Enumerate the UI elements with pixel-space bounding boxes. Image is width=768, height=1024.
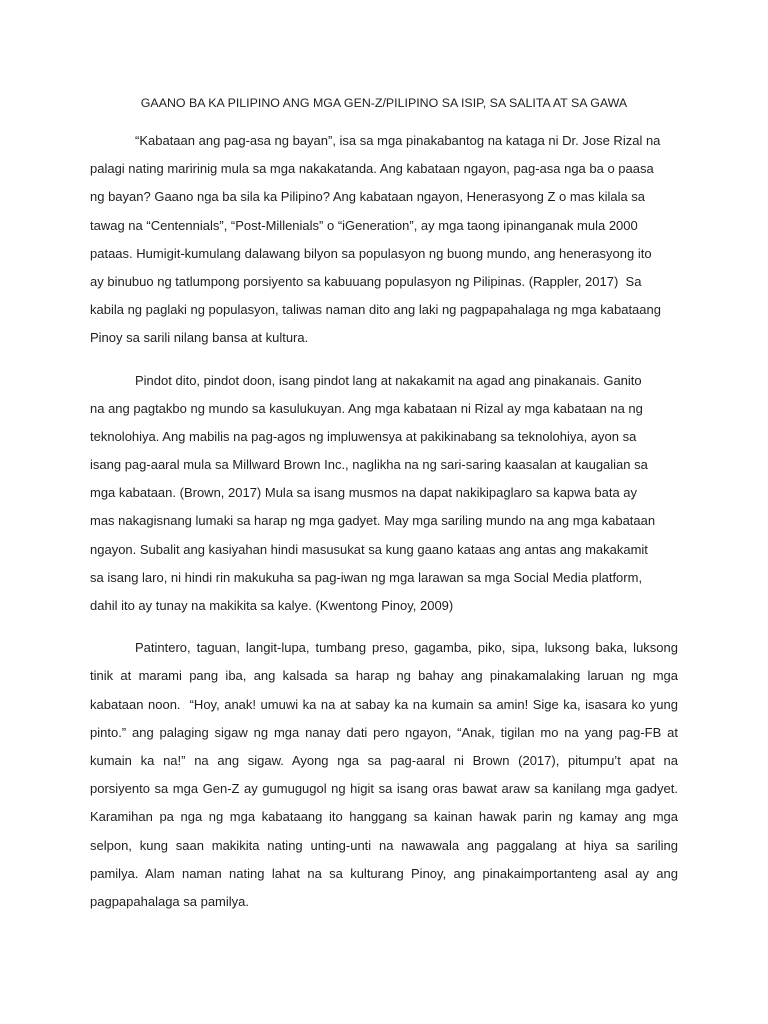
text-line — [90, 592, 678, 620]
text-line-content: ngayon. Subalit ang kasiyahan hindi masusukat sa kung gaano kataas ang antas ang makakamit — [90, 541, 648, 557]
text-line — [90, 367, 678, 395]
text-line — [90, 324, 678, 352]
text-line-content: mga kabataan. (Brown, 2017) Mula sa isang musmos na dapat nakikipaglaro sa kapwa bata ay — [90, 485, 638, 501]
text-line — [90, 395, 678, 423]
text-line-content: Pinoy sa sarili nilang bansa at kultura. — [90, 330, 309, 346]
text-line-content: na ang pagtakbo ng mundo sa kasulukuyan. Ang mga kabataan ni Rizal ay mga kabataan na ng — [90, 400, 643, 416]
paragraph-1 — [90, 127, 678, 353]
text-line-content: selpon, kung saan makikita nating unting-unti na nawawala ang paggalang at hiya sa sariling — [90, 837, 678, 853]
text-line-content: pataas. Humigit-kumulang dalawang bilyon sa populasyon ng buong mundo, ang henerasyong ito — [90, 245, 652, 261]
text-line-content: porsiyento sa mga Gen-Z ay gumugugol ng higit sa isang oras bawat araw sa kanilang mga gadyet. — [90, 781, 678, 797]
text-line — [90, 888, 678, 916]
text-line-content: sa isang laro, ni hindi rin makukuha sa pag-iwan ng mga larawan sa mga Social Media platform, — [90, 569, 643, 585]
text-line — [90, 155, 678, 183]
text-line — [90, 662, 678, 690]
text-line — [90, 536, 678, 564]
paragraph-3 — [90, 634, 678, 916]
text-line — [90, 296, 678, 324]
text-line-content: pinto.” ang palaging sigaw ng mga nanay dati pero ngayon, “Anak, tigilan mo na yang pag-FB at — [90, 724, 678, 740]
text-line-content: kabila ng paglaki ng populasyon, taliwas naman dito ang laki ng pagpapahalaga ng mga kabataang — [90, 302, 661, 318]
text-line — [90, 747, 678, 775]
text-line-content: kabataan noon. “Hoy, anak! umuwi ka na at sabay ka na kumain sa amin! Sige ka, isasara ko yung — [90, 696, 678, 712]
document-title — [90, 89, 678, 117]
text-line — [90, 268, 678, 296]
text-line — [90, 691, 678, 719]
text-line-content: tawag na “Centennials”, “Post-Millenials” o “iGeneration”, ay mga taong ipinanganak mula 2000 — [90, 217, 638, 233]
text-line — [90, 860, 678, 888]
text-line-content: palagi nating maririnig mula sa mga nakakatanda. Ang kabataan ngayon, pag-asa nga ba o paasa — [90, 161, 654, 177]
text-line-content: teknolohiya. Ang mabilis na pag-agos ng impluwensya at pakikinabang sa teknolohiya, ayon sa — [90, 428, 637, 444]
text-line-content: mas nakagisnang lumaki sa harap ng mga gadyet. May mga sariling mundo na ang mga kabataan — [90, 513, 656, 529]
text-line — [90, 564, 678, 592]
text-line-content: dahil ito ay tunay na makikita sa kalye. (Kwentong Pinoy, 2009) — [90, 598, 454, 613]
text-line-content: Patintero, taguan, langit-lupa, tumbang preso, gagamba, piko, sipa, luksong baka, luksong — [135, 640, 678, 656]
text-line — [90, 240, 678, 268]
document-body — [90, 89, 678, 916]
text-line — [90, 832, 678, 860]
text-line-content: isang pag-aaral mula sa Millward Brown Inc., naglikha na ng sari-saring kaasalan at kaugalian sa — [90, 457, 648, 473]
text-line-content: “Kabataan ang pag-asa ng bayan”, isa sa mga pinakabantog na kataga ni Dr. Jose Rizal na — [135, 133, 661, 148]
text-line — [90, 423, 678, 451]
text-line-content: Karamihan pa nga ng mga kabataang ito hanggang sa kainan hawak parin ng kamay ang mga — [90, 809, 678, 825]
text-line — [90, 212, 678, 240]
text-line — [90, 634, 678, 662]
text-line — [90, 479, 678, 507]
text-line-content: ay binubuo ng tatlumpong porsiyento sa kabuuang populasyon ng Pilipinas. (Rappler, 2017) Sa — [90, 273, 642, 289]
text-line-content: Pindot dito, pindot doon, isang pindot lang at nakakamit na agad ang pinakanais. Ganito — [135, 372, 642, 388]
text-line — [90, 127, 678, 155]
text-line-content: ng bayan? Gaano nga ba sila ka Pilipino? Ang kabataan ngayon, Henerasyong Z o mas kilala sa — [90, 189, 646, 205]
text-line-content: tinik at marami pang iba, ang kalsada sa harap ng bahay ang pinakamalaking laruan ng mga — [90, 668, 678, 684]
text-line — [90, 183, 678, 211]
text-line — [90, 775, 678, 803]
paragraph-2 — [90, 367, 678, 621]
text-line — [90, 803, 678, 831]
text-line-content: kumain ka na!” na ang sigaw. Ayong nga sa pag-aaral ni Brown (2017), pitumpu’t apat na — [90, 752, 678, 768]
text-line — [90, 507, 678, 535]
text-line — [90, 719, 678, 747]
text-line — [90, 451, 678, 479]
document-title-text: GAANO BA KA PILIPINO ANG MGA GEN-Z/PILIPINO SA ISIP, SA SALITA AT SA GAWA — [140, 96, 628, 110]
text-line-content: pagpapahalaga sa pamilya. — [90, 893, 250, 909]
text-line-content: pamilya. Alam naman nating lahat na sa kulturang Pinoy, ang pinakaimportanteng asal ay ang — [90, 865, 678, 881]
